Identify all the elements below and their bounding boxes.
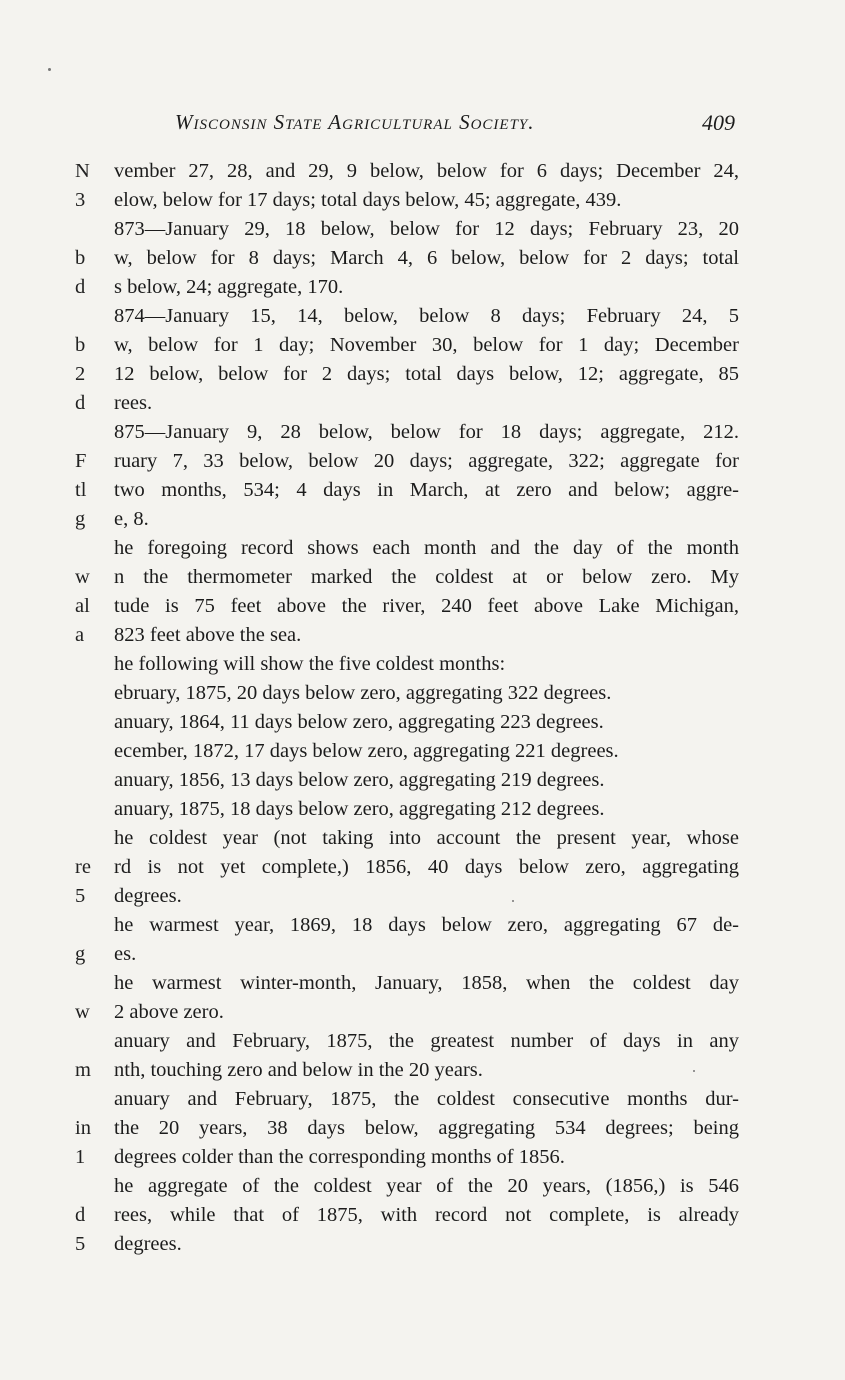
- text-line: [75, 679, 740, 708]
- paper-speck: [693, 1070, 695, 1072]
- text-line: [75, 273, 740, 302]
- line-text: he warmest winter-month, January, 1858, when the coldest day: [114, 972, 739, 994]
- margin-fragment: tl: [75, 479, 87, 501]
- line-text: degrees.: [114, 885, 182, 907]
- margin-fragment: re: [75, 856, 91, 878]
- margin-fragment: g: [75, 508, 86, 530]
- line-text: two months, 534; 4 days in March, at zero and below; aggre-: [114, 479, 739, 501]
- line-text: 875—January 9, 28 below, below for 18 days; aggregate, 212.: [114, 421, 739, 443]
- text-line: [75, 360, 740, 389]
- line-text: 823 feet above the sea.: [114, 624, 302, 646]
- margin-fragment: m: [75, 1059, 91, 1081]
- line-text: anuary and February, 1875, the coldest consecutive months dur-: [114, 1088, 739, 1110]
- text-line: [75, 969, 740, 998]
- margin-fragment: w: [75, 1001, 90, 1023]
- text-line: [75, 1056, 740, 1085]
- line-text: anuary, 1864, 11 days below zero, aggregating 223 degrees.: [114, 711, 604, 733]
- text-line: [75, 505, 740, 534]
- line-text: anuary, 1856, 13 days below zero, aggregating 219 degrees.: [114, 769, 605, 791]
- margin-fragment: b: [75, 334, 86, 356]
- margin-fragment: 2: [75, 363, 86, 385]
- margin-fragment: w: [75, 566, 90, 588]
- line-text: the 20 years, 38 days below, aggregating 534 degrees; being: [114, 1117, 739, 1139]
- text-line: [75, 1172, 740, 1201]
- text-line: [75, 476, 740, 505]
- margin-fragment: in: [75, 1117, 91, 1139]
- text-line: [75, 650, 740, 679]
- line-text: degrees.: [114, 1233, 182, 1255]
- margin-fragment: d: [75, 276, 86, 298]
- text-line: [75, 302, 740, 331]
- text-line: [75, 186, 740, 215]
- text-line: [75, 447, 740, 476]
- margin-fragment: a: [75, 624, 85, 646]
- line-text: vember 27, 28, and 29, 9 below, below for 6 days; December 24,: [114, 160, 739, 182]
- line-text: w, below for 8 days; March 4, 6 below, below for 2 days; total: [114, 247, 739, 269]
- margin-fragment: 3: [75, 189, 86, 211]
- text-line: [75, 853, 740, 882]
- page-number: 409: [702, 110, 735, 135]
- text-line: [75, 418, 740, 447]
- text-line: [75, 795, 740, 824]
- body-text: [75, 157, 740, 1259]
- text-line: [75, 1085, 740, 1114]
- text-line: [75, 331, 740, 360]
- line-text: 873—January 29, 18 below, below for 12 days; February 23, 20: [114, 218, 739, 240]
- text-line: [75, 1201, 740, 1230]
- line-text: he warmest year, 1869, 18 days below zero, aggregating 67 de-: [114, 914, 739, 936]
- line-text: 874—January 15, 14, below, below 8 days; February 24, 5: [114, 305, 739, 327]
- line-text: anuary, 1875, 18 days below zero, aggregating 212 degrees.: [114, 798, 605, 820]
- text-line: [75, 244, 740, 273]
- text-line: [75, 1143, 740, 1172]
- line-text: rees.: [114, 392, 153, 414]
- text-line: [75, 157, 740, 186]
- line-text: ecember, 1872, 17 days below zero, aggregating 221 degrees.: [114, 740, 619, 762]
- margin-fragment: d: [75, 1204, 86, 1226]
- text-line: [75, 534, 740, 563]
- line-text: ruary 7, 33 below, below 20 days; aggregate, 322; aggregate for: [114, 450, 739, 472]
- line-text: e, 8.: [114, 508, 149, 530]
- line-text: w, below for 1 day; November 30, below for 1 day; December: [114, 334, 739, 356]
- paper-speck: [48, 68, 51, 71]
- text-line: [75, 1230, 740, 1259]
- line-text: he aggregate of the coldest year of the 20 years, (1856,) is 546: [114, 1175, 739, 1197]
- margin-fragment: b: [75, 247, 86, 269]
- text-line: [75, 998, 740, 1027]
- text-line: [75, 882, 740, 911]
- line-text: elow, below for 17 days; total days below, 45; aggregate, 439.: [114, 189, 622, 211]
- margin-fragment: g: [75, 943, 86, 965]
- running-title: Wisconsin State Agricultural Society.: [175, 110, 535, 134]
- paper-speck: [512, 900, 514, 902]
- line-text: ebruary, 1875, 20 days below zero, aggregating 322 degrees.: [114, 682, 612, 704]
- text-line: [75, 940, 740, 969]
- text-line: [75, 824, 740, 853]
- text-line: [75, 1114, 740, 1143]
- margin-fragment: F: [75, 450, 87, 472]
- text-line: [75, 621, 740, 650]
- line-text: nth, touching zero and below in the 20 years.: [114, 1059, 483, 1081]
- line-text: degrees colder than the corresponding months of 1856.: [114, 1146, 565, 1168]
- line-text: es.: [114, 943, 137, 965]
- text-line: [75, 708, 740, 737]
- text-line: [75, 215, 740, 244]
- line-text: he coldest year (not taking into account the present year, whose: [114, 827, 739, 849]
- margin-fragment: 1: [75, 1146, 86, 1168]
- line-text: rd is not yet complete,) 1856, 40 days below zero, aggregating: [114, 856, 739, 878]
- line-text: n the thermometer marked the coldest at or below zero. My: [114, 566, 739, 588]
- text-line: [75, 1027, 740, 1056]
- line-text: 12 below, below for 2 days; total days below, 12; aggregate, 85: [114, 363, 739, 385]
- line-text: rees, while that of 1875, with record not complete, is already: [114, 1204, 739, 1226]
- margin-fragment: 5: [75, 885, 86, 907]
- running-header: [175, 110, 735, 140]
- text-line: [75, 737, 740, 766]
- line-text: he following will show the five coldest months:: [114, 653, 506, 675]
- text-line: [75, 911, 740, 940]
- line-text: s below, 24; aggregate, 170.: [114, 276, 344, 298]
- margin-fragment: al: [75, 595, 90, 617]
- text-line: [75, 766, 740, 795]
- line-text: 2 above zero.: [114, 1001, 224, 1023]
- margin-fragment: N: [75, 160, 90, 182]
- text-line: [75, 563, 740, 592]
- text-line: [75, 389, 740, 418]
- margin-fragment: 5: [75, 1233, 86, 1255]
- margin-fragment: d: [75, 392, 86, 414]
- text-line: [75, 592, 740, 621]
- line-text: anuary and February, 1875, the greatest number of days in any: [114, 1030, 739, 1052]
- line-text: he foregoing record shows each month and the day of the month: [114, 537, 739, 559]
- line-text: tude is 75 feet above the river, 240 feet above Lake Michigan,: [114, 595, 739, 617]
